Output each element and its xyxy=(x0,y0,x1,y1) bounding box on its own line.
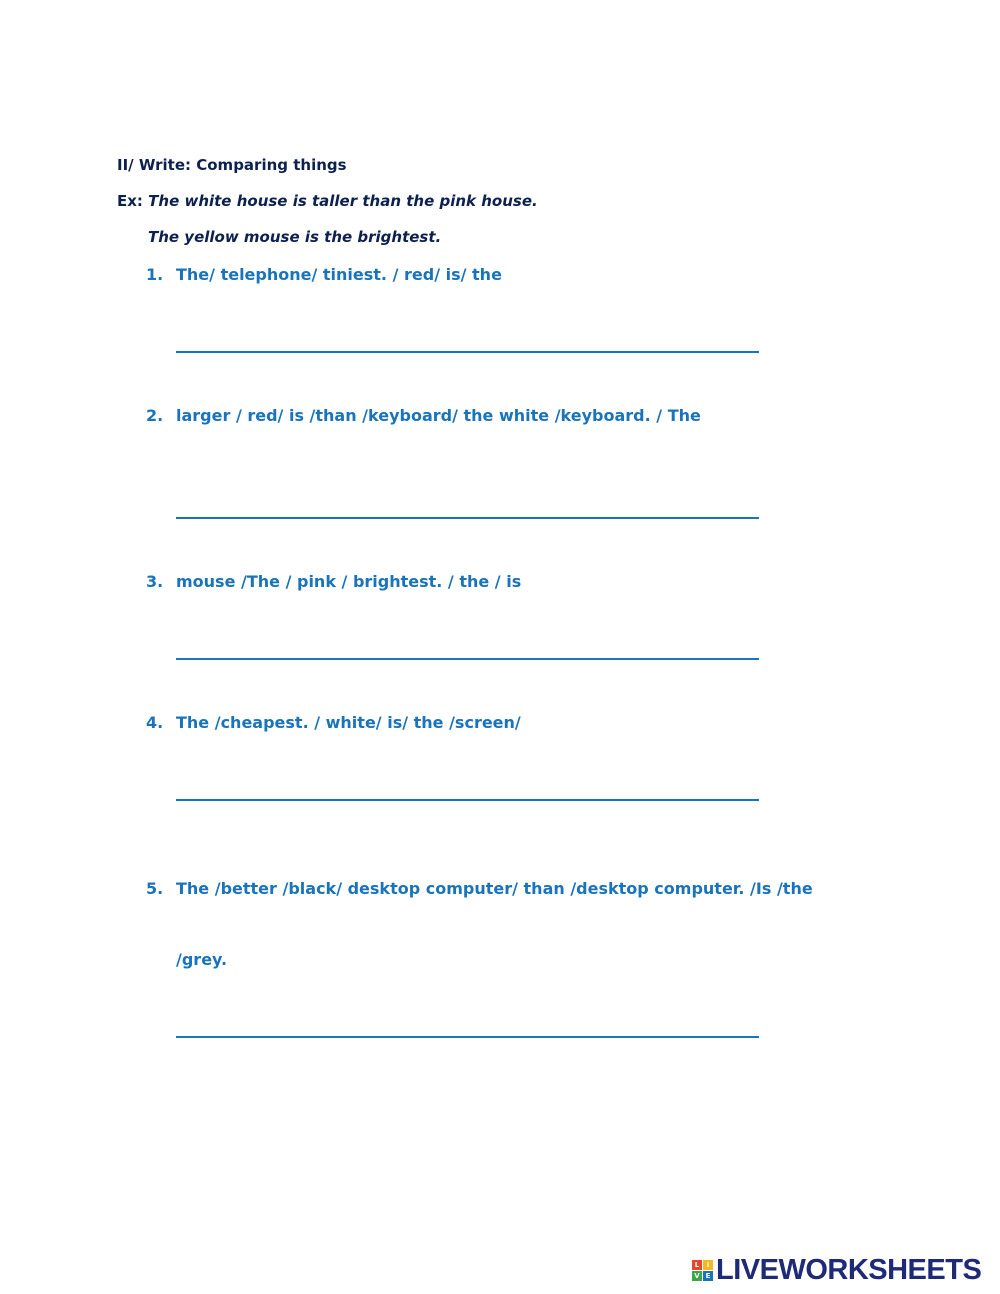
example-sentence-2: The yellow mouse is the brightest. xyxy=(148,228,442,246)
example-line xyxy=(117,192,538,210)
item-prompt: mouse /The / pink / brightest. / the / is xyxy=(176,572,522,591)
answer-line[interactable] xyxy=(176,351,759,353)
logo-tile-icon: V xyxy=(692,1271,702,1281)
item-prompt-continuation: /grey. xyxy=(176,950,228,969)
logo-mark-icon xyxy=(692,1260,713,1281)
item-number: 2. xyxy=(146,406,164,425)
item-prompt: The /cheapest. / white/ is/ the /screen/ xyxy=(176,713,521,732)
answer-line[interactable] xyxy=(176,799,759,801)
item-number: 3. xyxy=(146,572,164,591)
item-prompt: larger / red/ is /than /keyboard/ the white /keyboard. / The xyxy=(176,406,701,425)
worksheet-section-heading: II/ Write: Comparing things xyxy=(117,156,347,174)
logo-tile-icon: E xyxy=(703,1271,713,1281)
answer-line[interactable] xyxy=(176,517,759,519)
brand-name: LIVEWORKSHEETS xyxy=(716,1254,982,1286)
brand-logo xyxy=(692,1254,981,1287)
item-number: 1. xyxy=(146,265,164,284)
answer-line[interactable] xyxy=(176,1036,759,1038)
item-prompt: The/ telephone/ tiniest. / red/ is/ the xyxy=(176,265,502,284)
example-sentence-1: The white house is taller than the pink house. xyxy=(148,192,538,210)
logo-tile-icon: I xyxy=(703,1260,713,1270)
item-number: 5. xyxy=(146,879,164,898)
example-label: Ex: xyxy=(117,192,143,210)
item-number: 4. xyxy=(146,713,164,732)
answer-line[interactable] xyxy=(176,658,759,660)
item-prompt: The /better /black/ desktop computer/ than /desktop computer. /Is /the xyxy=(176,879,813,898)
logo-tile-icon: L xyxy=(692,1260,702,1270)
